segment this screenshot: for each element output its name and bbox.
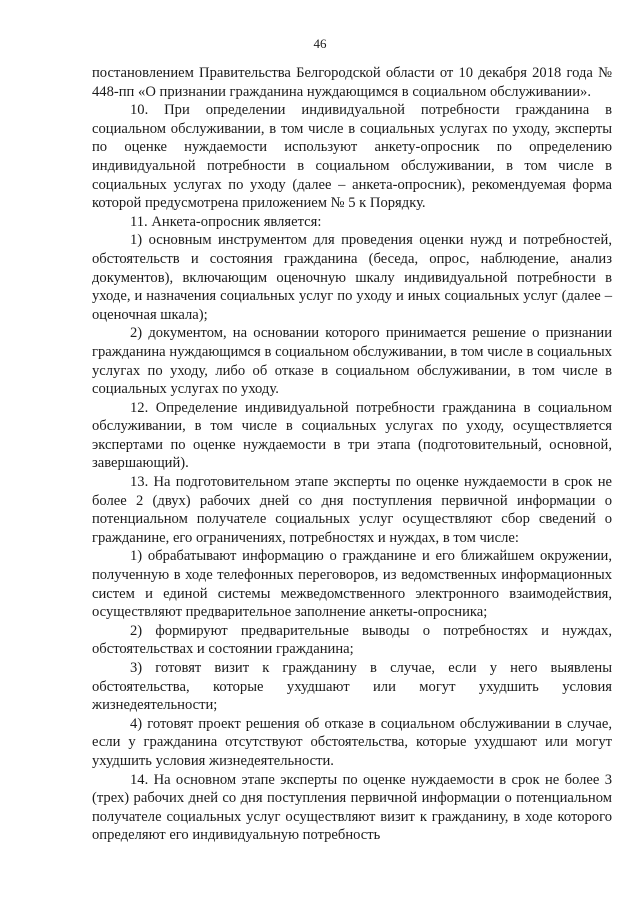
paragraph-item-11-1: 1) основным инструментом для проведения оценки нужд и потребностей, обстоятельств и состояния гражданина (беседа, опрос, наблюдение, анализ документов), включающим оценочную шкалу индивидуальной потребности в уходе, и назначения социальных услуг по уходу и иных социальных услуг (далее – оценочная шкала); (92, 232, 612, 323)
paragraph-item-11: 11. Анкета-опросник является: (130, 213, 322, 230)
paragraph-item-13-4: 4) готовят проект решения об отказе в социальном обслуживании в случае, если у гражданина отсутствуют обстоятельства, которые ухудшают или могут ухудшить условия жизнедеятельности. (92, 715, 612, 769)
paragraph-item-14: 14. На основном этапе эксперты по оценке нуждаемости в срок не более 3 (трех) рабочих дней со дня поступления первичной информации о потенциальном получателе социальных услуг осуществляют визит к гражданину, в ходе которого определяют его индивидуальную потребность (92, 771, 612, 844)
page-number: 46 (313, 36, 327, 51)
paragraph-item-11-2: 2) документом, на основании которого принимается решение о признании гражданина нуждающимся в социальном обслуживании, в том числе в социальных услугах по уходу, либо об отказе в социальном обслуживании, в том числе в социальных услугах по уходу. (92, 325, 612, 398)
paragraph-intro-continuation: постановлением Правительства Белгородской области от 10 декабря 2018 года № 448-пп «О признании гражданина нуждающимся в социальном обслуживании». (92, 65, 612, 100)
paragraph-item-10: 10. При определении индивидуальной потребности гражданина в социальном обслуживании, в том числе в социальных услугах по уходу, эксперты по оценке нуждаемости используют анкету-опросник по определению индивидуальной потребности в социальном обслуживании, в том числе в социальных услугах по уходу (далее – анкета-опросник), рекомендуемая форма которой предусмотрена приложением № 5 к Порядку. (92, 102, 612, 212)
document-body (92, 64, 612, 845)
paragraph-item-13-1: 1) обрабатывают информацию о гражданине и его ближайшем окружении, полученную в ходе телефонных переговоров, из ведомственных информационных систем и единой системы межведомственного электронного взаимодействия, осуществляют предварительное заполнение анкеты-опросника; (92, 548, 612, 621)
paragraph-item-12: 12. Определение индивидуальной потребности гражданина в социальном обслуживании, в том числе в социальных услугах по уходу, осуществляется экспертами по оценке нуждаемости в три этапа (подготовительный, основной, завершающий). (92, 399, 612, 472)
paragraph-item-13-3: 3) готовят визит к гражданину в случае, если у него выявлены обстоятельства, которые ухудшают или могут ухудшить условия жизнедеятельности; (92, 660, 612, 714)
paragraph-item-13: 13. На подготовительном этапе эксперты по оценке нуждаемости в срок не более 2 (двух) рабочих дней со дня поступления первичной информации о потенциальном получателе социальных услуг осуществляют сбор сведений о гражданине, его ограничениях, потребностях и нуждах, в том числе: (92, 474, 612, 546)
paragraph-item-13-2: 2) формируют предварительные выводы о потребностях и нуждах, обстоятельствах и состоянии гражданина; (92, 622, 612, 658)
